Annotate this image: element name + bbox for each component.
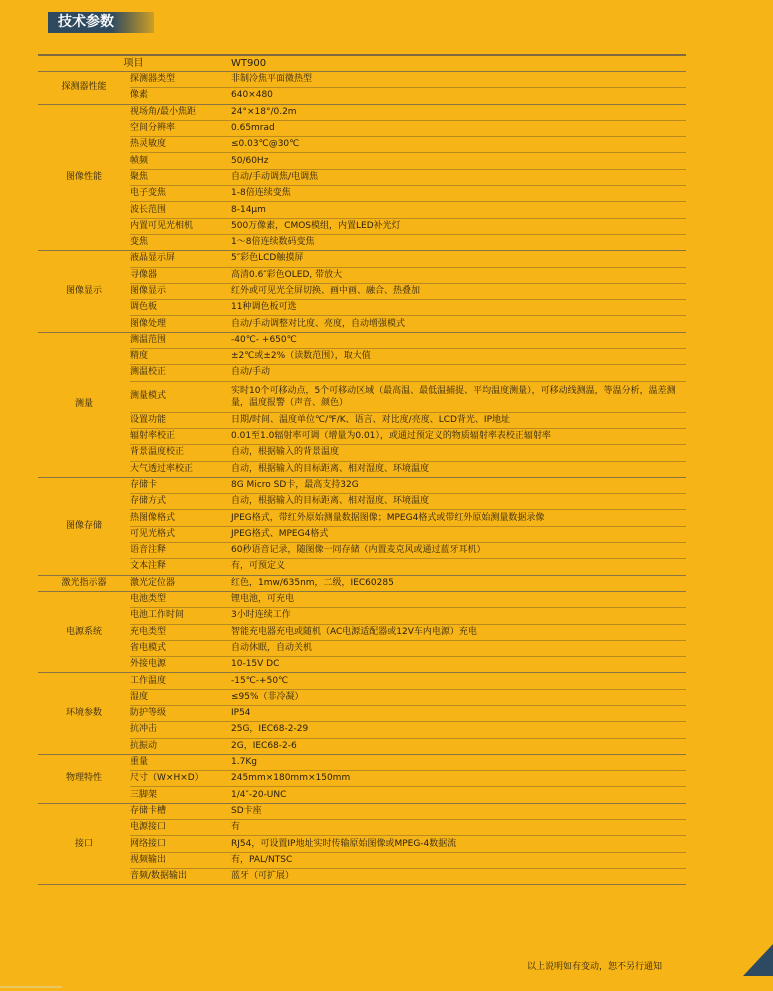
spec-row [38, 836, 686, 852]
param-value: 60秒语音记录，随图像一同存储（内置麦克风或通过蓝牙耳机） [229, 543, 686, 559]
param-name: 变焦 [130, 234, 229, 250]
spec-row [38, 787, 686, 803]
spec-row [38, 575, 686, 591]
spec-row [38, 461, 686, 477]
spec-row [38, 381, 686, 412]
spec-row [38, 251, 686, 267]
spec-row [38, 365, 686, 381]
param-value: 红外或可见光全屏切换、画中画、融合、热叠加 [229, 283, 686, 299]
category-label: 探测器性能 [38, 72, 130, 105]
param-name: 抗冲击 [130, 722, 229, 738]
spec-row [38, 234, 686, 250]
param-name: 电子变焦 [130, 186, 229, 202]
param-name: 防护等级 [130, 705, 229, 721]
param-value: ≤0.03℃@30℃ [229, 137, 686, 153]
param-name: 电池类型 [130, 591, 229, 607]
spec-row [38, 218, 686, 234]
param-name: 空间分辨率 [130, 120, 229, 136]
param-value: SD卡座 [229, 803, 686, 819]
param-name: 电池工作时间 [130, 608, 229, 624]
category-label: 接口 [38, 803, 130, 884]
spec-row [38, 559, 686, 575]
spec-row [38, 657, 686, 673]
param-value: 日期/时间、温度单位℃/℉/K、语言、对比度/亮度、LCD背光、IP地址 [229, 412, 686, 428]
param-value: 50/60Hz [229, 153, 686, 169]
param-name: 聚焦 [130, 169, 229, 185]
param-name: 帧频 [130, 153, 229, 169]
param-value: 8-14μm [229, 202, 686, 218]
spec-row [38, 510, 686, 526]
param-name: 电源接口 [130, 820, 229, 836]
spec-row [38, 283, 686, 299]
param-value: 640×480 [229, 88, 686, 104]
param-value: 24°×18°/0.2m [229, 104, 686, 120]
param-name: 测温范围 [130, 332, 229, 348]
spec-row [38, 738, 686, 754]
spec-row [38, 803, 686, 819]
param-name: 语音注释 [130, 543, 229, 559]
param-name: 内置可见光相机 [130, 218, 229, 234]
spec-row [38, 705, 686, 721]
param-value: 自动/手动 [229, 365, 686, 381]
section-title: 技术参数 [58, 14, 114, 30]
param-name: 网络接口 [130, 836, 229, 852]
spec-row [38, 673, 686, 689]
spec-row [38, 412, 686, 428]
category-label: 环境参数 [38, 673, 130, 754]
spec-row [38, 591, 686, 607]
param-name: 抗振动 [130, 738, 229, 754]
param-value: 245mm×180mm×150mm [229, 771, 686, 787]
param-name: 文本注释 [130, 559, 229, 575]
param-value: 自动/手动调整对比度、亮度，自动增强模式 [229, 316, 686, 332]
spec-row [38, 445, 686, 461]
param-value: 有，可预定义 [229, 559, 686, 575]
param-name: 热图像格式 [130, 510, 229, 526]
param-name: 测温校正 [130, 365, 229, 381]
param-value: 3小时连续工作 [229, 608, 686, 624]
spec-row [38, 543, 686, 559]
param-name: 工作温度 [130, 673, 229, 689]
param-value: 非制冷焦平面微热型 [229, 72, 686, 88]
param-name: 液晶显示屏 [130, 251, 229, 267]
param-value: 高清0.6″彩色OLED, 带放大 [229, 267, 686, 283]
param-name: 大气透过率校正 [130, 461, 229, 477]
param-name: 充电类型 [130, 624, 229, 640]
param-value: 有，PAL/NTSC [229, 852, 686, 868]
param-value: 红色，1mw/635nm，二级，IEC60285 [229, 575, 686, 591]
category-label: 图像性能 [38, 104, 130, 251]
spec-row [38, 120, 686, 136]
spec-row [38, 754, 686, 770]
param-value: 2G，IEC68-2-6 [229, 738, 686, 754]
spec-row [38, 771, 686, 787]
param-name: 辐射率校正 [130, 428, 229, 444]
param-name: 三脚架 [130, 787, 229, 803]
spec-row [38, 494, 686, 510]
param-name: 存储方式 [130, 494, 229, 510]
spec-row [38, 153, 686, 169]
corner-decoration [743, 944, 773, 976]
spec-table [38, 55, 686, 885]
param-name: 视场角/最小焦距 [130, 104, 229, 120]
param-name: 尺寸（W×H×D） [130, 771, 229, 787]
param-name: 图像显示 [130, 283, 229, 299]
param-name: 波长范围 [130, 202, 229, 218]
param-name: 背景温度校正 [130, 445, 229, 461]
section-header [48, 12, 154, 33]
param-value: 1～8倍连续数码变焦 [229, 234, 686, 250]
spec-row [38, 624, 686, 640]
spec-row [38, 428, 686, 444]
param-name: 探测器类型 [130, 72, 229, 88]
param-name: 图像处理 [130, 316, 229, 332]
header-model: WT900 [229, 55, 686, 72]
param-name: 视频输出 [130, 852, 229, 868]
spec-row [38, 169, 686, 185]
header-item: 项目 [38, 55, 229, 72]
category-label: 物理特性 [38, 754, 130, 803]
param-value: 5″彩色LCD触摸屏 [229, 251, 686, 267]
spec-row [38, 186, 686, 202]
param-value: 0.01至1.0辐射率可调（增量为0.01），或通过预定义的物质辐射率表校正辐射率 [229, 428, 686, 444]
category-label: 测量 [38, 332, 130, 477]
param-value: JPEG格式、MPEG4格式 [229, 526, 686, 542]
table-header-row [38, 55, 686, 72]
spec-row [38, 820, 686, 836]
param-name: 寻像器 [130, 267, 229, 283]
param-value: 0.65mrad [229, 120, 686, 136]
param-name: 激光定位器 [130, 575, 229, 591]
category-label: 电源系统 [38, 591, 130, 672]
param-value: 自动休眠，自动关机 [229, 640, 686, 656]
category-label: 图像显示 [38, 251, 130, 332]
param-name: 湿度 [130, 689, 229, 705]
spec-row [38, 300, 686, 316]
param-value: -15℃-+50℃ [229, 673, 686, 689]
param-value: -40℃- +650℃ [229, 332, 686, 348]
spec-row [38, 202, 686, 218]
param-value: 11种调色板可选 [229, 300, 686, 316]
param-value: 1-8倍连续变焦 [229, 186, 686, 202]
spec-row [38, 868, 686, 884]
param-name: 存储卡槽 [130, 803, 229, 819]
param-value: 500万像素，CMOS模组，内置LED补光灯 [229, 218, 686, 234]
param-value: 自动，根据输入的目标距离、相对湿度、环境温度 [229, 461, 686, 477]
param-name: 像素 [130, 88, 229, 104]
spec-row [38, 689, 686, 705]
param-name: 可见光格式 [130, 526, 229, 542]
param-value: 25G，IEC68-2-29 [229, 722, 686, 738]
spec-row [38, 267, 686, 283]
param-value: 自动，根据输入的目标距离、相对湿度、环境温度 [229, 494, 686, 510]
param-name: 重量 [130, 754, 229, 770]
spec-row [38, 137, 686, 153]
param-value: JPEG格式，带红外原始测量数据图像；MPEG4格式或带红外原始测量数据录像 [229, 510, 686, 526]
param-name: 存储卡 [130, 477, 229, 493]
param-name: 音频/数据输出 [130, 868, 229, 884]
param-value: 有 [229, 820, 686, 836]
spec-row [38, 608, 686, 624]
param-value: 实时10个可移动点，5个可移动区域（最高温、最低温捕捉、平均温度测量），可移动线测温，等温分析，温差测量，温度报警（声音、颜色） [229, 381, 686, 412]
param-name: 省电模式 [130, 640, 229, 656]
spec-row [38, 72, 686, 88]
param-value: 蓝牙（可扩展） [229, 868, 686, 884]
param-name: 热灵敏度 [130, 137, 229, 153]
param-name: 测量模式 [130, 381, 229, 412]
param-name: 外接电源 [130, 657, 229, 673]
param-value: ≤95%（非冷凝） [229, 689, 686, 705]
param-name: 精度 [130, 349, 229, 365]
spec-row [38, 526, 686, 542]
spec-row [38, 316, 686, 332]
param-value: 智能充电器充电或随机（AC电源适配器或12V车内电源）充电 [229, 624, 686, 640]
param-value: 1/4″-20-UNC [229, 787, 686, 803]
spec-row [38, 88, 686, 104]
spec-row [38, 104, 686, 120]
category-label: 图像存储 [38, 477, 130, 575]
spec-row [38, 852, 686, 868]
param-value: ±2℃或±2%（读数范围），取大值 [229, 349, 686, 365]
spec-row [38, 722, 686, 738]
footnote: 以上说明如有变动，恕不另行通知 [526, 962, 662, 972]
spec-row [38, 477, 686, 493]
category-label: 激光指示器 [38, 575, 130, 591]
param-value: 锂电池，可充电 [229, 591, 686, 607]
param-name: 调色板 [130, 300, 229, 316]
spec-row [38, 332, 686, 348]
param-value: IP54 [229, 705, 686, 721]
param-value: RJ54，可设置IP地址实时传输原始图像或MPEG-4数据流 [229, 836, 686, 852]
param-value: 10-15V DC [229, 657, 686, 673]
spec-row [38, 640, 686, 656]
param-value: 自动，根据输入的背景温度 [229, 445, 686, 461]
param-value: 1.7Kg [229, 754, 686, 770]
param-name: 设置功能 [130, 412, 229, 428]
bottom-rule [0, 986, 62, 988]
param-value: 8G Micro SD卡，最高支持32G [229, 477, 686, 493]
spec-row [38, 349, 686, 365]
param-value: 自动/手动调焦/电调焦 [229, 169, 686, 185]
